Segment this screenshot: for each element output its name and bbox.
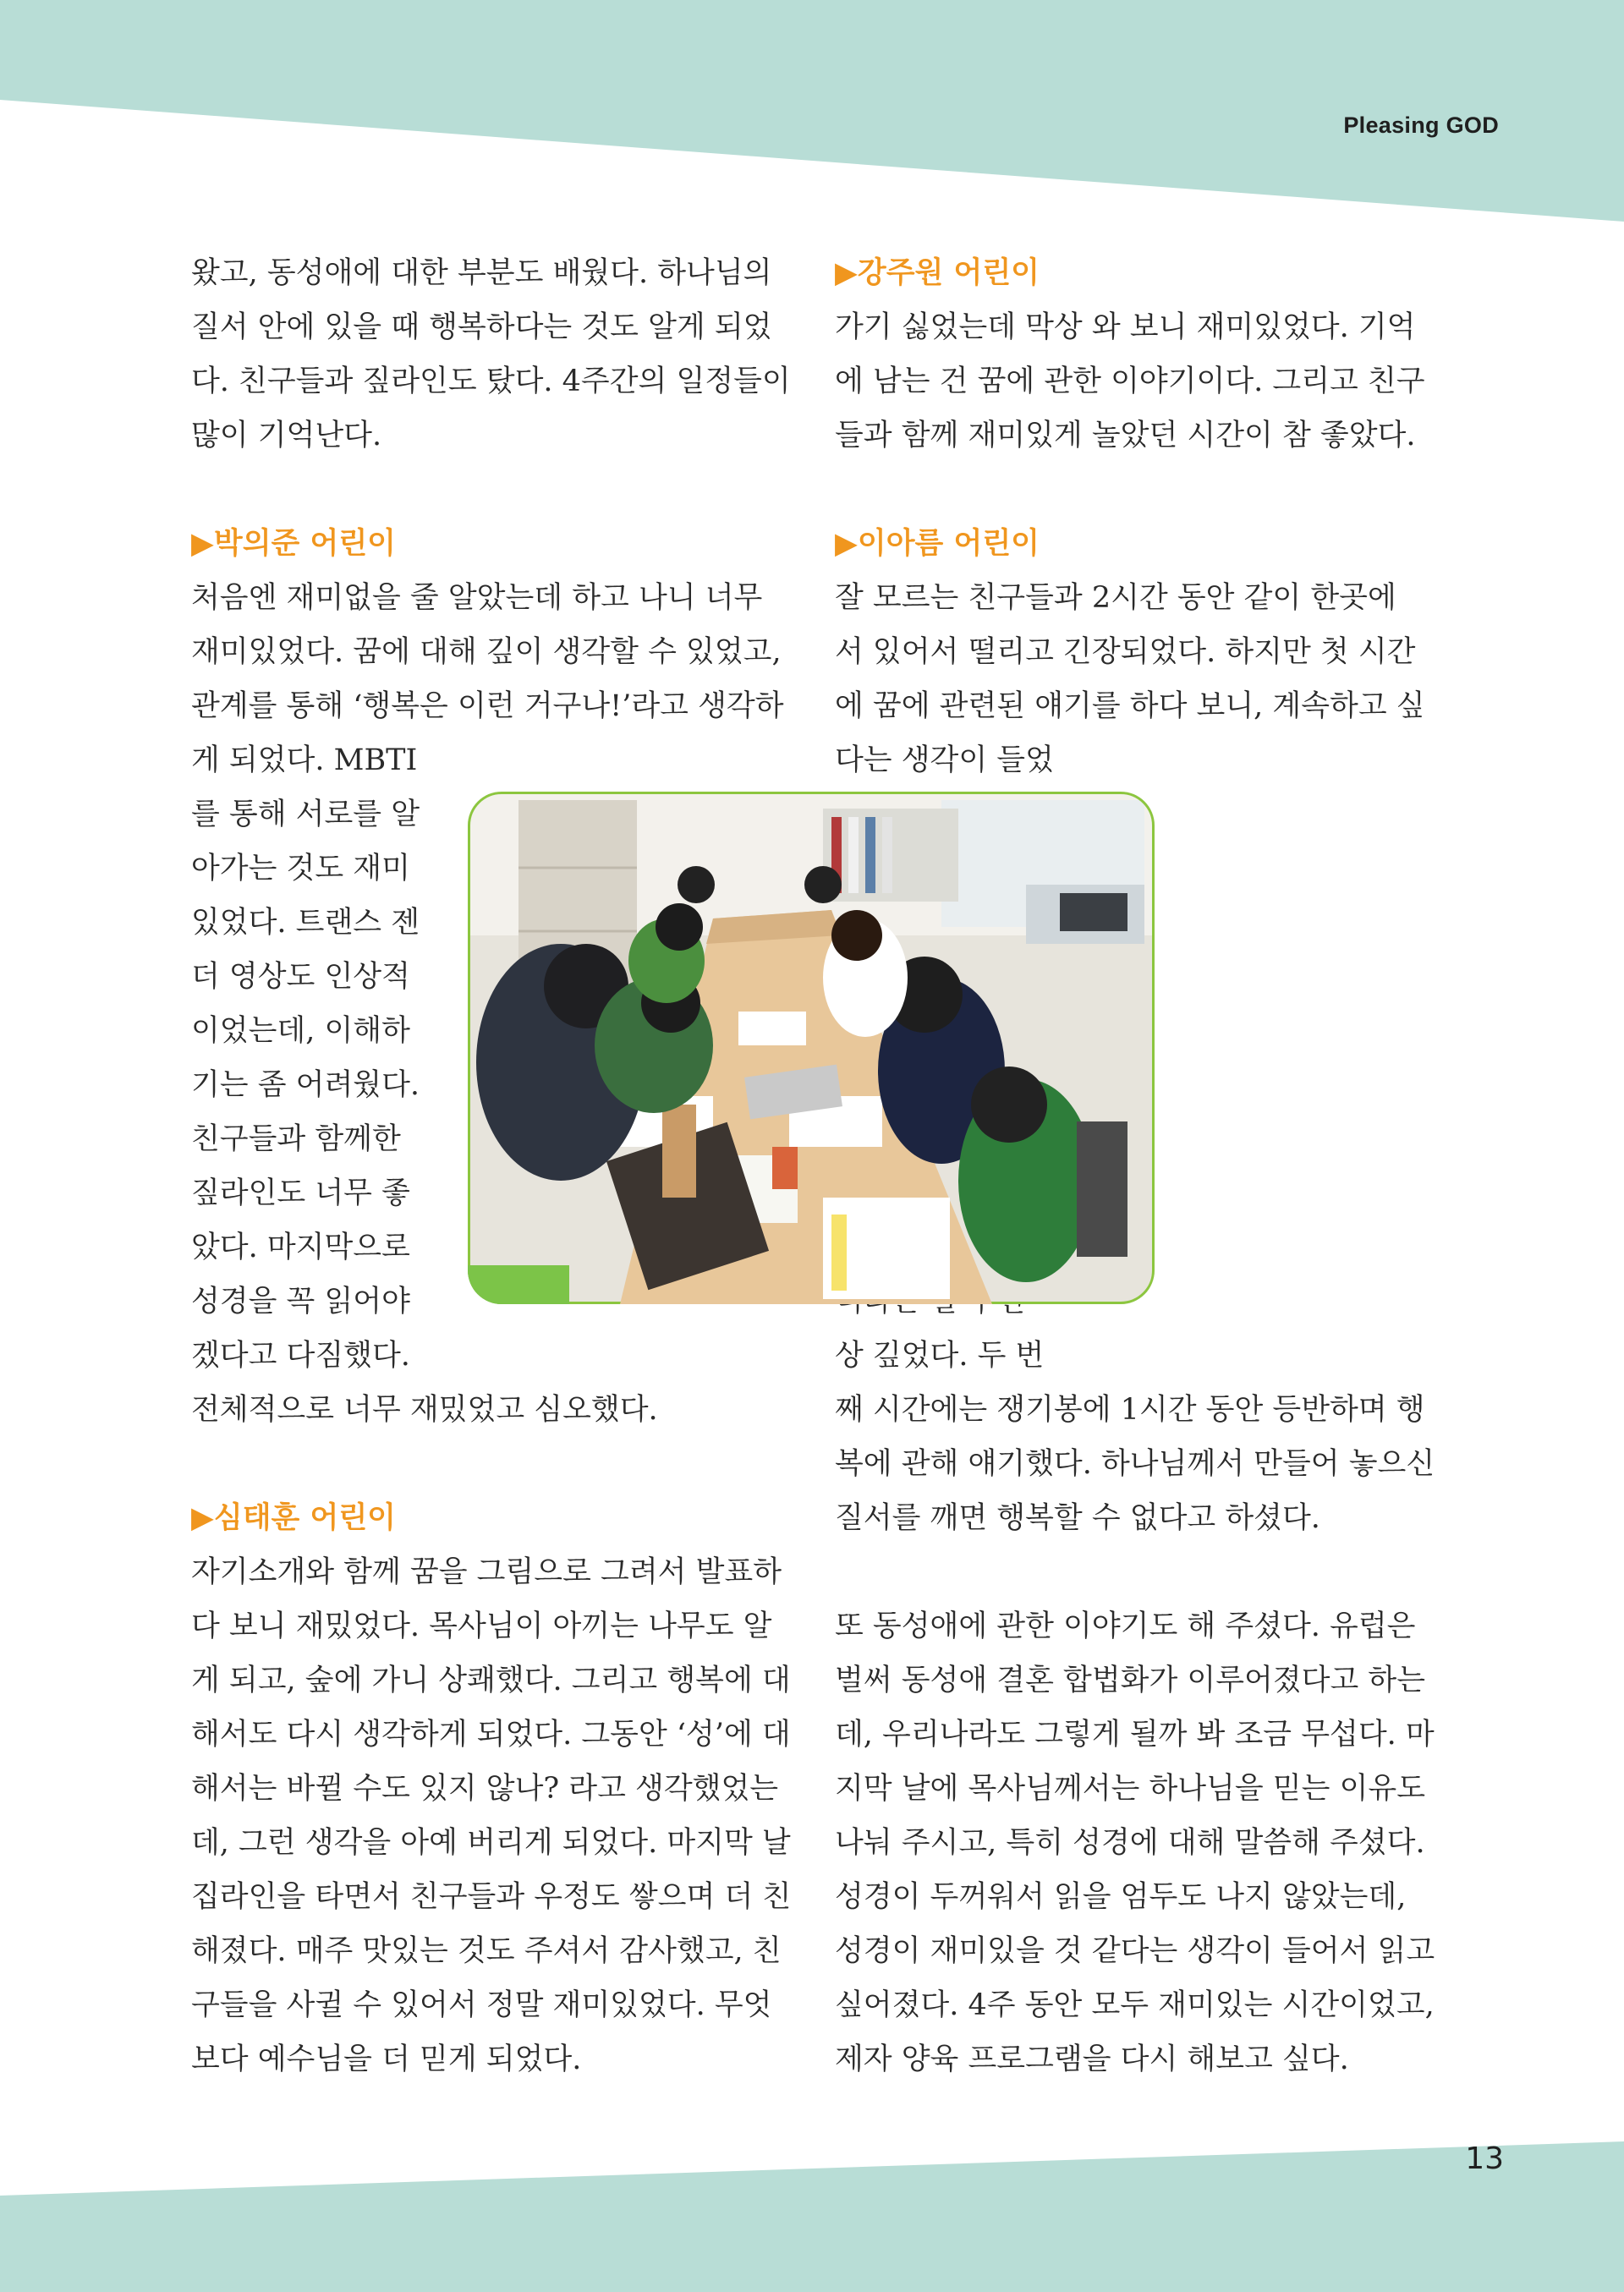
text-line: 상 깊었다. 두 번 bbox=[835, 1339, 1045, 1373]
photo-illustration bbox=[468, 792, 1155, 1304]
text-line: 째 시간에는 쟁기봉에 1시간 동안 등반하며 행 bbox=[835, 1393, 1425, 1427]
text-line: 더 영상도 인상적 bbox=[191, 960, 410, 994]
text-line: 다. 친구들과 짚라인도 탔다. 4주간의 일정들이 bbox=[191, 365, 791, 398]
text-line: 질서 안에 있을 때 행복하다는 것도 알게 되었 bbox=[191, 310, 772, 344]
text-line: 왔고, 동성애에 대한 부분도 배웠다. 하나님의 bbox=[191, 256, 772, 290]
text-line: 에 꿈에 관련된 얘기를 하다 보니, 계속하고 싶 bbox=[835, 689, 1425, 723]
text-line: 짚라인도 너무 좋 bbox=[191, 1176, 410, 1210]
kang-text bbox=[835, 300, 1434, 463]
text-line: 다 보니 재밌었다. 목사님이 아끼는 나무도 알 bbox=[191, 1609, 772, 1643]
park-text-narrow bbox=[191, 733, 420, 1383]
text-line: 성경을 꼭 읽어야 bbox=[191, 1285, 410, 1319]
text-line: 게 되었다. MBTI bbox=[191, 743, 418, 777]
text-line: 많이 기억난다. bbox=[191, 419, 382, 452]
park-text-last: 전체적으로 너무 재밌었고 심오했다. bbox=[191, 1393, 658, 1427]
bottom-band bbox=[0, 2141, 1624, 2292]
text-line: 처음엔 재미없을 줄 알았는데 하고 나니 너무 bbox=[191, 581, 763, 615]
park-text-wide bbox=[191, 571, 790, 733]
text-line: 아가는 것도 재미 bbox=[191, 852, 410, 886]
section-heading-lee: ▶이아름 어린이 bbox=[835, 527, 1040, 561]
text-line: 데, 그런 생각을 아예 버리게 되었다. 마지막 날 bbox=[191, 1826, 791, 1860]
text-line: 서 있어서 떨리고 긴장되었다. 하지만 첫 시간 bbox=[835, 635, 1416, 669]
text-line: 구들을 사귈 수 있어서 정말 재미있었다. 무엇 bbox=[191, 1988, 772, 2022]
section-heading-park: ▶박의준 어린이 bbox=[191, 527, 396, 561]
text-line: 들과 함께 재미있게 놀았던 시간이 참 좋았다. bbox=[835, 419, 1416, 452]
text-line: 나눠 주시고, 특히 성경에 대해 말씀해 주셨다. bbox=[835, 1826, 1425, 1860]
lee-text-wide bbox=[835, 571, 1434, 733]
left-intro bbox=[191, 246, 790, 463]
text-line: 친구들과 함께한 bbox=[191, 1122, 401, 1156]
text-line: 또 동성애에 관한 이야기도 해 주셨다. 유럽은 bbox=[835, 1609, 1416, 1643]
text-line: 겠다고 다짐했다. bbox=[191, 1339, 410, 1373]
text-line: 았다. 마지막으로 bbox=[191, 1231, 410, 1264]
text-line: 재미있었다. 꿈에 대해 깊이 생각할 수 있었고, bbox=[191, 635, 782, 669]
text-line: 해서도 다시 생각하게 되었다. 그동안 ‘성’에 대 bbox=[191, 1718, 791, 1752]
text-line: 이었는데, 이해하 bbox=[191, 1014, 410, 1048]
header-title: Pleasing GOD bbox=[1343, 112, 1499, 138]
text-line: 싶어졌다. 4주 동안 모두 재미있는 시간이었고, bbox=[835, 1988, 1435, 2022]
text-line: 기는 좀 어려웠다. bbox=[191, 1068, 420, 1102]
group-photo bbox=[468, 792, 1155, 1304]
page-number: 13 bbox=[1465, 2141, 1504, 2176]
lee-text-after bbox=[835, 1383, 1434, 1545]
text-line: 지막 날에 목사님께서는 하나님을 믿는 이유도 bbox=[835, 1772, 1426, 1806]
text-line: 를 통해 서로를 알 bbox=[191, 798, 420, 831]
text-line: 벌써 동성애 결혼 합법화가 이루어졌다고 하는 bbox=[835, 1664, 1426, 1697]
text-line: 성경이 재미있을 것 같다는 생각이 들어서 읽고 bbox=[835, 1934, 1435, 1968]
text-line: 다는 생각이 들었 bbox=[835, 743, 1054, 777]
text-line: 복에 관해 얘기했다. 하나님께서 만들어 놓으신 bbox=[835, 1447, 1435, 1481]
text-line: 가기 싫었는데 막상 와 보니 재미있었다. 기억 bbox=[835, 310, 1416, 344]
text-line: 성경이 두꺼워서 읽을 엄두도 나지 않았는데, bbox=[835, 1880, 1407, 1914]
text-line: 집라인을 타면서 친구들과 우정도 쌓으며 더 친 bbox=[191, 1880, 792, 1914]
text-line: 있었다. 트랜스 젠 bbox=[191, 906, 420, 940]
text-line: 게 되고, 숲에 가니 상쾌했다. 그리고 행복에 대 bbox=[191, 1664, 791, 1697]
text-line: 질서를 깨면 행복할 수 없다고 하셨다. bbox=[835, 1501, 1320, 1535]
text-line: 잘 모르는 친구들과 2시간 동안 같이 한곳에 bbox=[835, 581, 1396, 615]
top-band bbox=[0, 0, 1624, 222]
text-line: 관계를 통해 ‘행복은 이런 거구나!’라고 생각하 bbox=[191, 689, 784, 723]
section-heading-sim: ▶심태훈 어린이 bbox=[191, 1501, 396, 1535]
sim-text bbox=[191, 1545, 790, 2086]
text-line: 데, 우리나라도 그렇게 될까 봐 조금 무섭다. 마 bbox=[835, 1718, 1435, 1752]
text-line: 제자 양육 프로그램을 다시 해보고 싶다. bbox=[835, 2043, 1349, 2076]
section-heading-kang: ▶강주원 어린이 bbox=[835, 256, 1040, 290]
text-line: 해졌다. 매주 맛있는 것도 주셔서 감사했고, 친 bbox=[191, 1934, 782, 1968]
text-line: 자기소개와 함께 꿈을 그림으로 그려서 발표하 bbox=[191, 1555, 782, 1589]
text-line: 보다 예수님을 더 믿게 되었다. bbox=[191, 2043, 582, 2076]
text-line: 해서는 바뀔 수도 있지 않나? 라고 생각했었는 bbox=[191, 1772, 779, 1806]
closing-text bbox=[835, 1599, 1434, 2086]
text-line: 에 남는 건 꿈에 관한 이야기이다. 그리고 친구 bbox=[835, 365, 1425, 398]
